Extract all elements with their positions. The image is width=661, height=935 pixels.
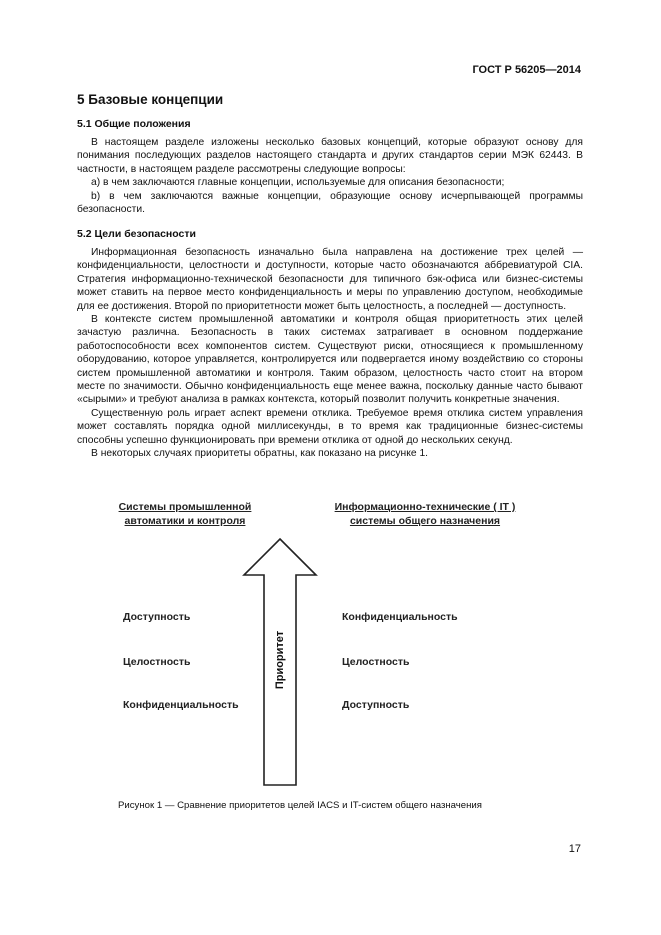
section-title: 5 Базовые концепции	[77, 92, 224, 107]
paragraph: В некоторых случаях приоритеты обратны, как показано на рисунке 1.	[91, 448, 429, 460]
list-item: b) в чем заключаются важные концепции, образующие основу исчерпывающей программы безопасности.	[77, 190, 583, 216]
document-header: ГОСТ Р 56205—2014	[472, 64, 581, 76]
left-item-availability: Доступность	[123, 611, 191, 623]
list-item: а) в чем заключаются главные концепции, используемые для описания безопасности;	[91, 177, 505, 189]
right-title-line: системы общего назначения	[349, 515, 501, 527]
page-number: 17	[568, 843, 581, 855]
figure-caption: Рисунок 1 — Сравнение приоритетов целей IACS и IT-систем общего назначения	[118, 800, 482, 811]
left-column-title	[110, 500, 260, 528]
paragraph: Существенную роль играет аспект времени отклика. Требуемое время отклика систем управления может составлять порядка одной миллисекунды, в то время как традиционные бизнес-системы способны успешно функционировать при времени отклика от одной до нескольких секунд.	[77, 407, 583, 446]
figure-priority-comparison	[110, 497, 550, 797]
right-item-integrity: Целостность	[342, 656, 410, 668]
right-column-title	[315, 500, 535, 528]
paragraph: В настоящем разделе изложены несколько базовых концепций, которые образуют основу для понимания последующих разделов настоящего стандарта и других стандартов серии МЭК 62443. В частности, в настоящем разделе рассмотрены следующие вопросы:	[77, 137, 583, 175]
left-title-line: автоматики и контроля	[124, 515, 246, 527]
paragraph: Информационная безопасность изначально была направлена на достижение трех целей — конфиденциальности, целостности и доступности, которые часто обозначаются аббревиатурой CIA. Стратегия информационно-технической безопасности для типичного бэк-офиса или бизнес-системы может ставить на первое место конфиденциальность и меры по управлению доступом, необходимые для ее достижения. Второй по приоритетности может быть целостность, а последней — доступность.	[77, 247, 583, 312]
subsection-5-1-body	[77, 136, 583, 216]
left-title-line: Системы промышленной	[118, 501, 252, 513]
right-item-availability: Доступность	[342, 699, 410, 711]
subsection-5-2-title: 5.2 Цели безопасности	[77, 228, 196, 240]
left-item-integrity: Целостность	[123, 656, 191, 668]
right-title-line: Информационно-технические ( IT )	[334, 501, 516, 513]
left-item-confidentiality: Конфиденциальность	[123, 699, 239, 711]
subsection-5-2-body	[77, 246, 583, 461]
paragraph: В контексте систем промышленной автоматики и контроля общая приоритетность этих целей зачастую различна. Безопасность в таких системах затрагивает в основном поддержание работоспособности всех компонентов систем. Существуют риски, относящиеся к промышленному оборудованию, которое управляется, контролируется или подвергается иному воздействию со стороны систем промышленной автоматики и контроля. Таким образом, целостность часто стоит на втором месте по значимости. Обычно конфиденциальность еще менее важна, поскольку данные часто бывают «сырыми» и требуют анализа в рамках контекста, который позволит получить конкретные значения.	[77, 314, 583, 406]
subsection-5-1-title: 5.1 Общие положения	[77, 118, 191, 130]
right-item-confidentiality: Конфиденциальность	[342, 611, 458, 623]
arrow-label: Приоритет	[274, 630, 286, 690]
